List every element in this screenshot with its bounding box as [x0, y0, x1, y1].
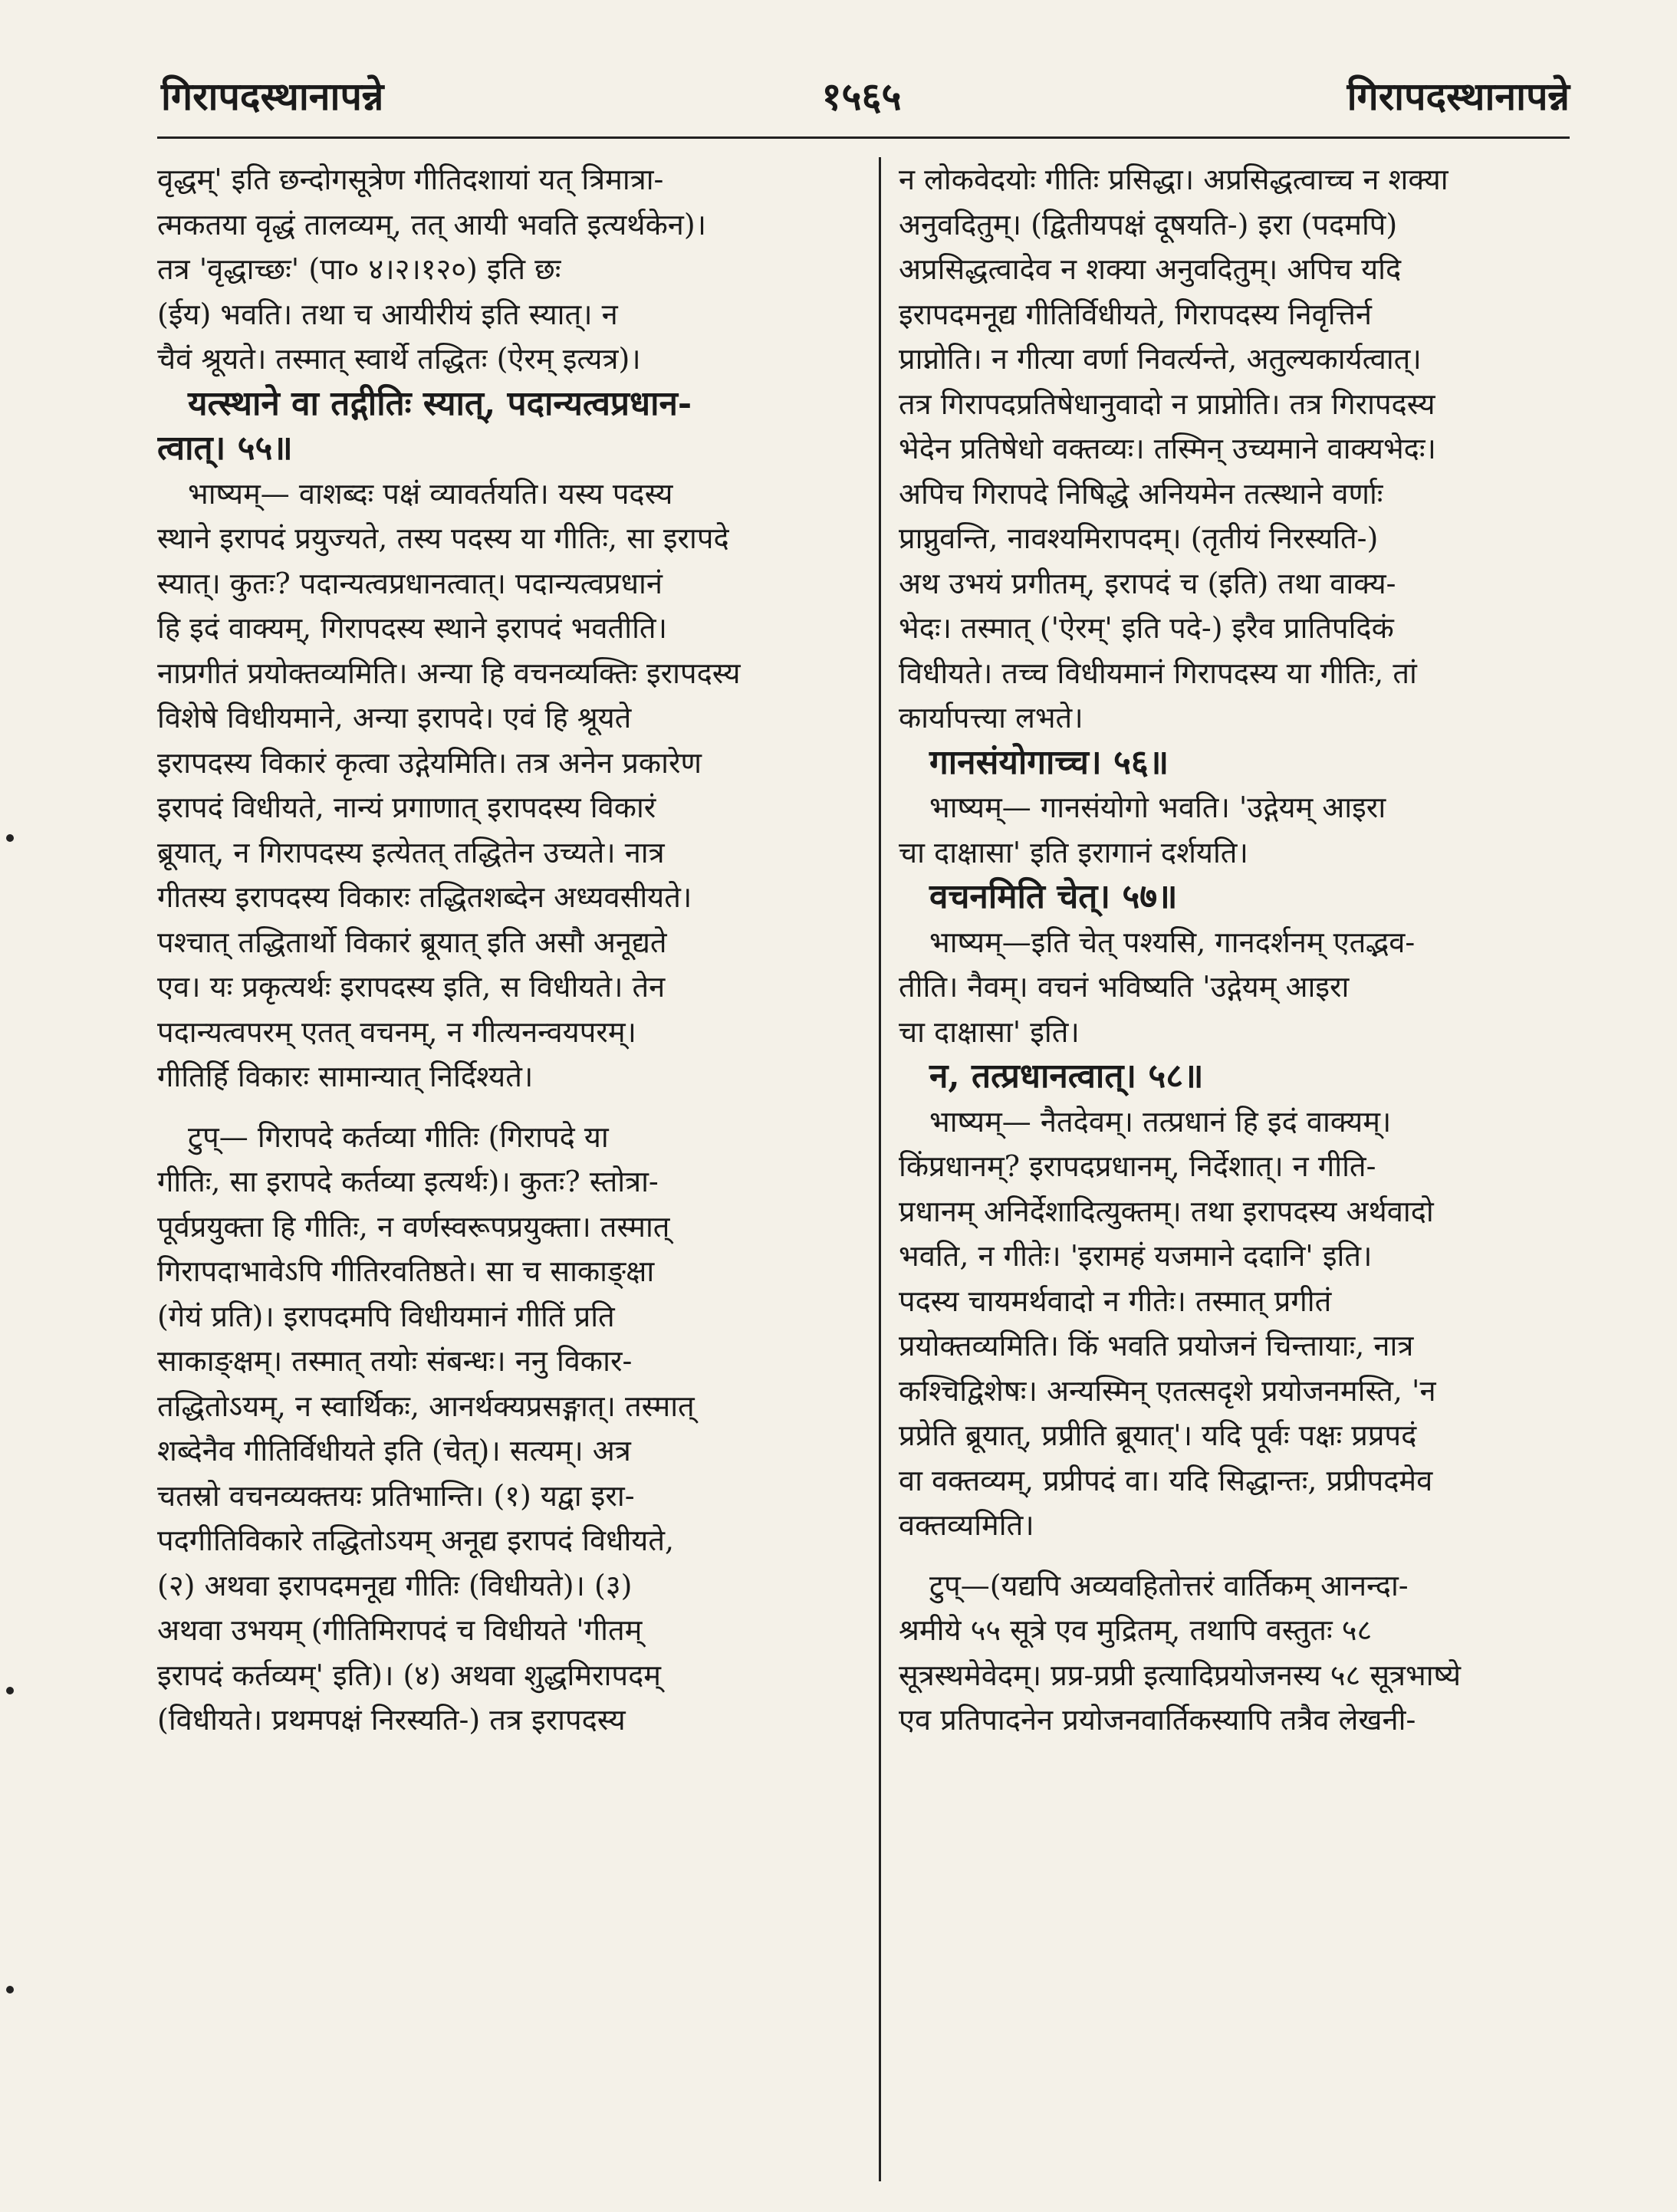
text-line: तद्धितोऽयम्, न स्वार्थिकः, आनर्थक्यप्रसङ्गात्। तस्मात् [157, 1389, 695, 1423]
running-head-left: गिरापदस्थानापन्ने [161, 74, 384, 119]
text-line: अनुवदितुम्। (द्वितीयपक्षं दूषयति-) इरा (पदमपि) [899, 207, 1398, 242]
text-line: स्यात्। कुतः? पदान्यत्वप्रधानत्वात्। पदान्यत्वप्रधानं [157, 566, 663, 600]
text-line: साकाङ्क्षम्। तस्मात् तयोः संबन्धः। ननु विकार- [157, 1344, 633, 1378]
text-line: पूर्वप्रयुक्ता हि गीतिः, न वर्णस्वरूपप्रयुक्ता। तस्मात् [157, 1209, 670, 1244]
text-line: प्रप्रेति ब्रूयात्, प्रप्रीति ब्रूयात्'। यदि पूर्वः पक्षः प्रप्रपदं [899, 1418, 1417, 1452]
text-line: तीति। नैवम्। वचनं भविष्यति 'उद्गेयम् आइरा [899, 970, 1350, 1004]
text-line: भाष्यम्—इति चेत् पश्यसि, गानदर्शनम् एतद्भव- [929, 925, 1416, 959]
text-line: अपिच गिरापदे निषिद्धे अनियमेन तत्स्थाने वर्णाः [899, 476, 1383, 511]
text-line: पदस्य चायमर्थवादो न गीतेः। तस्मात् प्रगीतं [899, 1283, 1332, 1318]
text-line: कार्यापत्त्या लभते। [899, 701, 1083, 735]
sutra-heading: यत्स्थाने वा तद्गीतिः स्यात्, पदान्यत्वप्रधान- [188, 383, 692, 423]
text-line: हि इदं वाक्यम्, गिरापदस्य स्थाने इरापदं भवतीति। [157, 611, 667, 645]
text-line: अथवा उभयम् (गीतिमिरापदं च विधीयते 'गीतम् [157, 1613, 643, 1647]
text-line: विशेषे विधीयमाने, अन्या इरापदे। एवं हि श्रूयते [157, 701, 632, 735]
text-line: (गेयं प्रति)। इरापदमपि विधीयमानं गीतिं प्रति [157, 1299, 615, 1333]
text-line: टुप्—(यद्यपि अव्यवहितोत्तरं वार्तिकम् आनन्दा- [929, 1568, 1409, 1602]
text-line: प्रयोक्तव्यमिति। किं भवति प्रयोजनं चिन्तायाः, नात्र [899, 1329, 1414, 1362]
text-line: पदान्यत्वपरम् एतत् वचनम्, न गीत्यनन्वयपरम्। [157, 1014, 636, 1049]
text-line: विधीयते। तच्च विधीयमानं गिरापदस्य या गीतिः, तां [899, 656, 1417, 690]
text-line: वा वक्तव्यम्, प्रप्रीपदं वा। यदि सिद्धान्तः, प्रप्रीपदमेव [899, 1463, 1433, 1497]
text-line: एव। यः प्रकृत्यर्थः इरापदस्य इति, स विधीयते। तेन [157, 970, 666, 1004]
text-line: शब्देनैव गीतिर्विधीयते इति (चेत्)। सत्यम्। अत्र [157, 1434, 631, 1468]
text-line: वृद्धम्' इति छन्दोगसूत्रेण गीतिदशायां यत् त्रिमात्रा- [157, 163, 664, 196]
text-line: नाप्रगीतं प्रयोक्तव्यमिति। अन्या हि वचनव्यक्तिः इरापदस्य [157, 656, 741, 690]
text-line: इरापदं विधीयते, नान्यं प्रगाणात् इरापदस्य विकारं [157, 790, 656, 824]
text-line: प्राप्नोति। न गीत्या वर्णा निवर्त्यन्ते, अतुल्यकार्यत्वात्। [899, 342, 1422, 376]
text-line: वक्तव्यमिति। [899, 1508, 1034, 1542]
text-line: गीतिर्हि विकारः सामान्यात् निर्दिश्यते। [157, 1060, 534, 1093]
right-column [899, 157, 1570, 1743]
text-line: भेदः। तस्मात् ('ऐरम्' इति पदे-) इरैव प्रातिपदिकं [899, 611, 1394, 645]
text-line: भाष्यम्— नैतदेवम्। तत्प्रधानं हि इदं वाक्यम्। [929, 1104, 1392, 1139]
text-line: चैवं श्रूयते। तस्मात् स्वार्थे तद्धितः (ऐरम् इत्यत्र)। [157, 342, 641, 376]
text-line: एव प्रतिपादनेन प्रयोजनवार्तिकस्यापि तत्रैव लेखनी- [899, 1703, 1416, 1737]
text-line: पदगीतिविकारे तद्धितोऽयम् अनूद्य इरापदं विधीयते, [157, 1523, 675, 1557]
sutra-heading-cont: त्वात्। ५५॥ [157, 429, 293, 468]
scan-speck [6, 1986, 14, 1993]
text-line: तत्र गिरापदप्रतिषेधानुवादो न प्राप्नोति। तत्र गिरापदस्य [899, 386, 1435, 421]
header-rule [157, 136, 1570, 139]
text-line: स्थाने इरापदं प्रयुज्यते, तस्य पदस्य या गीतिः, सा इरापदे [157, 521, 729, 555]
text-line: प्राप्नुवन्ति, नावश्यमिरापदम्। (तृतीयं निरस्यति-) [899, 521, 1379, 555]
text-line: गिरापदाभावेऽपि गीतिरवतिष्ठते। सा च साकाङ्क्षा [157, 1254, 655, 1288]
page-number: १५६५ [821, 74, 902, 119]
text-line: भाष्यम्— वाशब्दः पक्षं व्यावर्तयति। यस्य पदस्य [188, 476, 673, 511]
text-line: भाष्यम्— गानसंयोगो भवति। 'उद्गेयम् आइरा [929, 790, 1386, 824]
text-line: टुप्— गिरापदे कर्तव्या गीतिः (गिरापदे या [188, 1119, 609, 1154]
text-line: अथ उभयं प्रगीतम्, इरापदं च (इति) तथा वाक्य- [899, 566, 1396, 600]
text-line: श्रमीये ५५ सूत्रे एव मुद्रितम्, तथापि वस्तुतः ५८ [899, 1613, 1373, 1647]
text-line: ब्रूयात्, न गिरापदस्य इत्येतत् तद्धितेन उच्यते। नात्र [157, 835, 665, 869]
running-head-right: गिरापदस्थानापन्ने [1347, 74, 1570, 119]
left-column [157, 157, 863, 1743]
text-line: इरापदं कर्तव्यम्' इति)। (४) अथवा शुद्धमिरापदम् [157, 1658, 661, 1692]
sutra-heading: न, तत्प्रधानत्वात्। ५८॥ [929, 1057, 1204, 1096]
text-line: इरापदमनूद्य गीतिर्विधीयते, गिरापदस्य निवृत्तिर्न [899, 297, 1372, 331]
scan-speck [6, 834, 14, 842]
text-line: भवति, न गीतेः। 'इरामहं यजमाने ददानि' इति। [899, 1239, 1373, 1273]
text-line: किंप्रधानम्? इरापदप्रधानम्, निर्देशात्। न गीति- [899, 1149, 1376, 1183]
text-line: सूत्रस्थमेवेदम्। प्रप्र-प्रप्री इत्यादिप्रयोजनस्य ५८ सूत्रभाष्ये [899, 1658, 1462, 1692]
text-line: (ईय) भवति। तथा च आयीरीयं इति स्यात्। न [157, 297, 618, 331]
text-line: त्मकतया वृद्धं तालव्यम्, तत् आयी भवति इत्यर्थकेन)। [157, 207, 707, 242]
text-line: भेदेन प्रतिषेधो वक्तव्यः। तस्मिन् उच्यमाने वाक्यभेदः। [899, 432, 1436, 465]
text-line: पश्चात् तद्धितार्थो विकारं ब्रूयात् इति असौ अनूद्यते [157, 925, 667, 959]
text-line: गीतस्य इरापदस्य विकारः तद्धितशब्देन अध्यवसीयते। [157, 880, 692, 914]
text-line: तत्र 'वृद्धाच्छः' (पा० ४।२।१२०) इति छः [157, 252, 561, 286]
text-line: चतस्रो वचनव्यक्तयः प्रतिभान्ति। (१) यद्वा इरा- [157, 1478, 635, 1513]
scan-speck [6, 1687, 14, 1694]
text-line: (२) अथवा इरापदमनूद्य गीतिः (विधीयते)। (३) [157, 1568, 633, 1602]
text-line: न लोकवेदयोः गीतिः प्रसिद्धा। अप्रसिद्धत्वाच्च न शक्या [899, 163, 1448, 196]
text-line: इरापदस्य विकारं कृत्वा उद्गेयमिति। तत्र अनेन प्रकारेण [157, 745, 702, 780]
text-line: चा दाक्षासा' इति इरागानं दर्शयति। [899, 835, 1248, 869]
sutra-heading: वचनमिति चेत्। ५७॥ [929, 877, 1178, 916]
text-line: (विधीयते। प्रथमपक्षं निरस्यति-) तत्र इरापदस्य [157, 1703, 626, 1737]
sutra-heading: गानसंयोगाच्च। ५६॥ [929, 742, 1169, 782]
text-line: चा दाक्षासा' इति। [899, 1014, 1080, 1049]
text-line: कश्चिद्विशेषः। अन्यस्मिन् एतत्सदृशे प्रयोजनमस्ति, 'न [899, 1373, 1436, 1408]
text-line: अप्रसिद्धत्वादेव न शक्या अनुवदितुम्। अपिच यदि [899, 252, 1402, 286]
text-line: प्रधानम् अनिर्देशादित्युक्तम्। तथा इरापदस्य अर्थवादो [899, 1194, 1434, 1228]
column-divider [879, 157, 881, 2181]
page-header [153, 61, 1570, 123]
text-line: गीतिः, सा इरापदे कर्तव्या इत्यर्थः)। कुतः? स्तोत्रा- [157, 1165, 659, 1198]
